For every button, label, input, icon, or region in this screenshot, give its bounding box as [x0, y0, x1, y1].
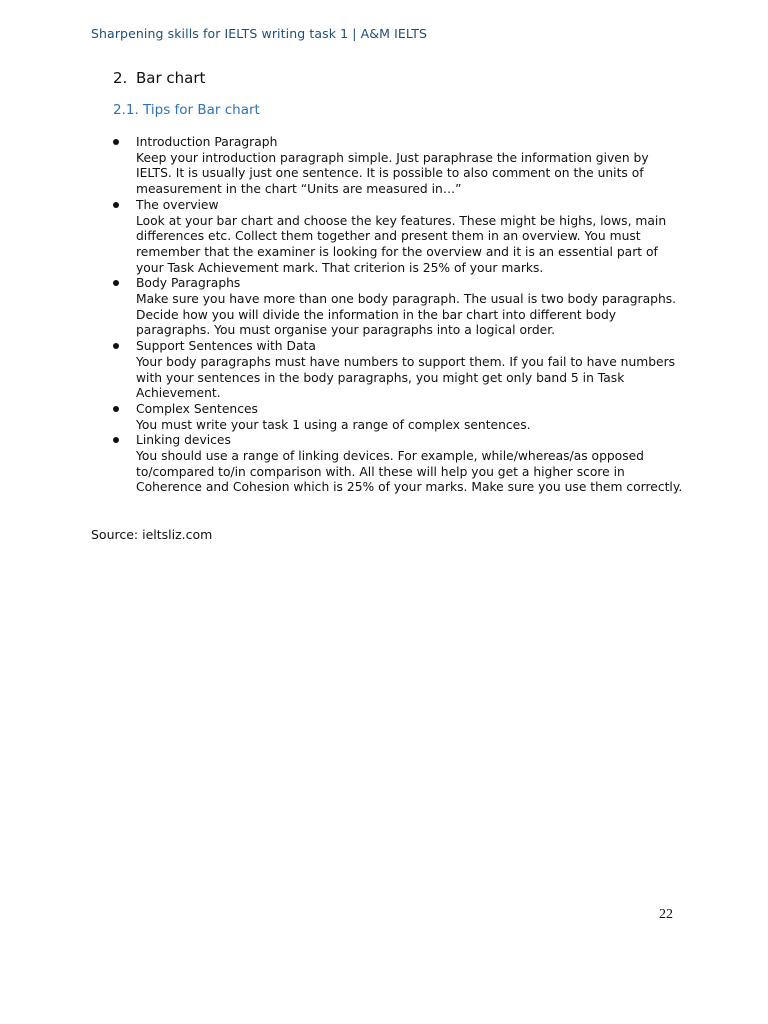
bullet-icon [113, 139, 119, 145]
tip-title: Body Paragraphs [136, 276, 241, 291]
tip-text: You should use a range of linking devices. For example, while/whereas/as opposed to/compared to/in comparison with. All these will help you get a higher score in Coherence and Cohesion which is 25% of your marks. Make sure you use them correctly. [136, 449, 683, 495]
tip-title: Introduction Paragraph [136, 135, 278, 149]
section-title: Bar chart [136, 69, 206, 87]
tip-text: You must write your task 1 using a range of complex sentences. [136, 417, 531, 432]
page-number: 22 [659, 907, 673, 922]
tip-title: Support Sentences with Data [136, 339, 316, 354]
bullet-icon [113, 280, 119, 286]
tips-list [113, 135, 683, 496]
tip-text: Look at your bar chart and choose the key features. These might be highs, lows, main differences etc. Collect them together and present them in an overview. You must remember that the examiner is looking for the overview and it is an essential part of your Task Achievement mark. That criterion is 25% of your marks. [136, 213, 667, 275]
section-heading [113, 69, 205, 87]
tip-text: Your body paragraphs must have numbers to support them. If you fail to have numbers with your sentences in the body paragraphs, you might get only band 5 in Task Achievement. [136, 354, 676, 401]
source-line: Source: ieltsliz.com [91, 527, 213, 542]
bullet-icon [113, 343, 119, 349]
tip-text: Make sure you have more than one body paragraph. The usual is two body paragraphs. Decide how you will divide the information in the bar chart into different body paragraphs. You must organise your paragraphs into a logical order. [136, 292, 677, 338]
tip-item [113, 276, 683, 339]
tip-item [113, 135, 683, 198]
tip-item [113, 339, 683, 402]
bullet-icon [113, 202, 119, 208]
tip-title: Linking devices [136, 433, 231, 448]
tip-title: Complex Sentences [136, 401, 258, 416]
tip-item [113, 198, 683, 277]
tip-text: Keep your introduction paragraph simple. Just paraphrase the information given by IELTS. It is usually just one sentence. It is possible to also comment on the units of measurement in the chart “Units are measured in…” [136, 150, 649, 197]
bullet-icon [113, 437, 119, 443]
bullet-icon [113, 406, 119, 412]
page-header: Sharpening skills for IELTS writing task 1 | A&M IELTS [91, 26, 427, 41]
tip-title: The overview [136, 197, 219, 212]
tip-item [113, 433, 683, 496]
subsection-heading: 2.1. Tips for Bar chart [113, 102, 260, 118]
section-number: 2. [113, 69, 128, 87]
tip-item [113, 402, 683, 433]
